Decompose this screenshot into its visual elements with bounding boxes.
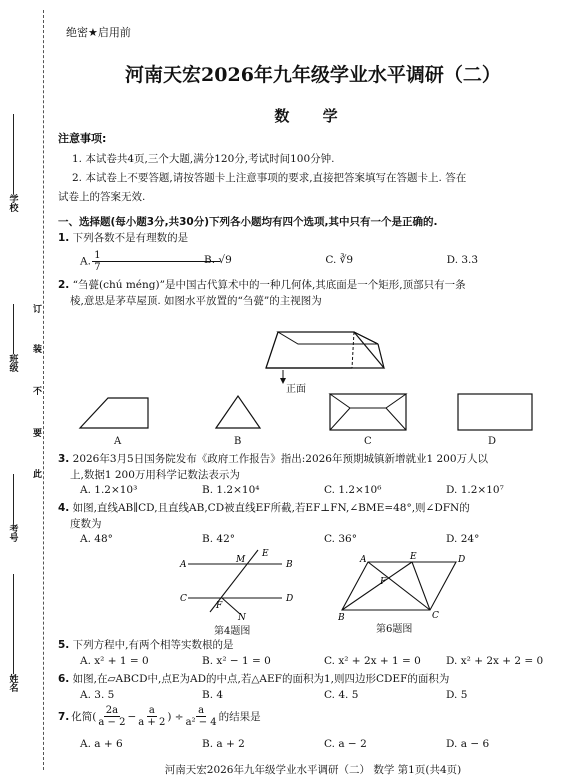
svg-text:E: E xyxy=(262,549,269,559)
seal-char: 装 xyxy=(33,340,42,357)
svg-text:F: F xyxy=(216,601,223,611)
minus-sign: − xyxy=(127,710,137,723)
option-b-caption: B xyxy=(234,436,242,447)
q1-options xyxy=(80,250,568,273)
question-number: 1. xyxy=(58,232,70,244)
option-d: D. 5 xyxy=(446,689,468,701)
option-b: B. √9 xyxy=(204,254,232,266)
binding-dashed-line xyxy=(43,10,44,770)
option-c-caption: C xyxy=(364,436,372,447)
option-a-label: A. xyxy=(80,255,91,268)
option-b: B. x² − 1 = 0 xyxy=(202,655,271,667)
option-a xyxy=(80,250,204,273)
fraction xyxy=(186,705,217,728)
name-label: 姓名 xyxy=(7,674,18,692)
q7-options xyxy=(80,738,568,750)
svg-text:E: E xyxy=(410,552,417,562)
q2-option-figures xyxy=(68,392,568,432)
name-underline xyxy=(13,574,14,674)
question-number: 4. xyxy=(58,502,70,514)
exam-no-field xyxy=(2,470,24,542)
question-text: 如图,在▱ABCD中,点E为AD的中点,若△AEF的面积为1,则四边形CDEF的面积为 xyxy=(72,673,450,685)
school-label: 学校 xyxy=(7,194,18,212)
svg-text:B: B xyxy=(338,613,345,620)
q4-options xyxy=(80,533,568,545)
question-text: 2026年3月5日国务院发布《政府工作报告》指出:2026年预期城镇新增就业1 200万人以 xyxy=(72,453,489,465)
option-a: A. 48° xyxy=(80,533,113,545)
option-d-figure xyxy=(458,394,532,430)
section-heading: 一、选择题(每小题3分,共30分)下列各小题均有四个选项,其中只有一个是正确的. xyxy=(58,216,438,228)
question-number: 3. xyxy=(58,453,70,465)
fraction xyxy=(94,250,218,273)
option-c: C. 4. 5 xyxy=(324,689,359,701)
svg-text:D: D xyxy=(286,594,294,604)
seal-char: 此 xyxy=(33,465,42,482)
exam-title: 河南天宏2026年九年级学业水平调研（二） xyxy=(125,64,501,86)
q7-suffix: 的结果是 xyxy=(218,710,261,723)
question-5 xyxy=(58,637,563,653)
seal-char: 要 xyxy=(33,424,42,441)
q3-options xyxy=(80,484,568,496)
svg-text:N: N xyxy=(238,613,246,620)
question-text: “刍甍(chú méng)”是中国古代算术中的一种几何体,其底面是一个矩形,顶部只有一条 xyxy=(72,279,466,291)
option-b-figure xyxy=(216,396,260,428)
front-label: 正面 xyxy=(286,384,306,395)
question-1 xyxy=(58,230,563,246)
svg-text:A: A xyxy=(180,560,187,570)
denominator: a − 2 xyxy=(98,717,126,728)
question-text-cont: 上,数据1 200万用科学记数法表示为 xyxy=(70,469,240,481)
seal-char: 不 xyxy=(33,382,42,399)
question-4 xyxy=(58,500,563,532)
option-c: C. a − 2 xyxy=(324,738,367,750)
question-3 xyxy=(58,451,563,483)
question-number: 7. xyxy=(58,710,70,723)
svg-text:A: A xyxy=(360,555,367,565)
option-c: C. ∛9 xyxy=(325,254,354,266)
denominator: a + 2 xyxy=(138,717,166,728)
figure-6 xyxy=(338,550,468,620)
question-text: 如图,直线AB∥CD,且直线AB,CD被直线EF所截,若EF⊥FN,∠BME=48°,则∠DFN的 xyxy=(72,502,470,514)
question-2 xyxy=(58,277,563,309)
page-footer: 河南天宏2026年九年级学业水平调研（二） 数学 第1页(共4页) xyxy=(164,764,462,776)
question-text: 下列各数不是有理数的是 xyxy=(72,232,189,244)
q6-options xyxy=(80,689,568,701)
divide-sign: ) ÷ xyxy=(167,710,184,723)
option-a: A. a + 6 xyxy=(80,738,123,750)
class-label: 班级 xyxy=(7,354,18,372)
option-d: D. a − 6 xyxy=(446,738,490,750)
notice-heading: 注意事项: xyxy=(58,132,107,145)
notice-item-2-cont: 试卷上的答案无效. xyxy=(58,191,146,203)
class-field xyxy=(2,300,24,372)
fraction xyxy=(138,705,165,728)
question-6 xyxy=(58,671,563,687)
seal-char: 订 xyxy=(33,300,42,317)
option-a: A. 3. 5 xyxy=(80,689,115,701)
numerator: a xyxy=(198,705,205,716)
question-text: 下列方程中,有两个相等实数根的是 xyxy=(72,639,234,651)
school-underline xyxy=(13,114,14,194)
q5-options xyxy=(80,655,568,667)
secret-mark: 绝密★启用前 xyxy=(66,26,131,39)
fraction xyxy=(98,705,125,728)
option-b: B. 1.2×10⁴ xyxy=(202,484,260,496)
school-field xyxy=(2,110,24,212)
binding-strip xyxy=(0,0,50,780)
notice-item-1: 1. 本试卷共4页,三个大题,满分120分,考试时间100分钟. xyxy=(72,153,335,165)
option-d: D. 1.2×10⁷ xyxy=(446,484,504,496)
numerator: 2a xyxy=(105,705,119,716)
figure-4 xyxy=(178,548,308,620)
notice-item-2: 2. 本试卷上不要答题,请按答题卡上注意事项的要求,直接把答案填写在答题卡上. 答在 xyxy=(72,172,467,184)
svg-text:B: B xyxy=(286,560,293,570)
svg-text:M: M xyxy=(236,555,246,565)
question-text-cont: 度数为 xyxy=(70,518,102,530)
question-text-cont: 棱,意思是茅草屋顶. 如图水平放置的“刍甍”的主视图为 xyxy=(70,295,322,307)
option-a-caption: A xyxy=(114,436,122,447)
option-b: B. a + 2 xyxy=(202,738,245,750)
question-number: 6. xyxy=(58,673,70,685)
question-7 xyxy=(58,705,563,728)
exam-no-underline xyxy=(13,474,14,524)
svg-text:F: F xyxy=(380,577,387,587)
q7-prefix: 化简( xyxy=(71,710,97,723)
option-c-figure xyxy=(330,394,406,430)
class-underline xyxy=(13,304,14,354)
subject-title: 数 学 xyxy=(274,107,352,125)
option-d-caption: D xyxy=(488,436,497,447)
denominator: 7 xyxy=(94,262,101,273)
option-c: C. 1.2×10⁶ xyxy=(324,484,382,496)
option-b: B. 4 xyxy=(202,689,224,701)
question-number: 2. xyxy=(58,279,70,291)
numerator: a xyxy=(148,705,155,716)
exam-page xyxy=(58,0,568,780)
option-d: D. 3.3̇ xyxy=(446,254,479,266)
option-a-figure xyxy=(80,398,148,428)
svg-text:C: C xyxy=(180,594,187,604)
chumeng-solid-figure xyxy=(258,310,398,390)
option-c: C. 36° xyxy=(324,533,357,545)
option-a: A. 1.2×10³ xyxy=(80,484,138,496)
question-number: 5. xyxy=(58,639,70,651)
option-b: B. 42° xyxy=(202,533,236,545)
option-a: A. x² + 1 = 0 xyxy=(80,655,149,667)
svg-text:C: C xyxy=(432,611,439,620)
name-field xyxy=(2,570,24,692)
option-d: D. 24° xyxy=(446,533,480,545)
figure-4-caption: 第4题图 xyxy=(214,626,251,637)
figure-6-caption: 第6题图 xyxy=(376,624,413,635)
option-c: C. x² + 2x + 1 = 0 xyxy=(324,655,421,667)
numerator: 1 xyxy=(92,250,220,262)
exam-no-label: 考号 xyxy=(7,524,18,542)
denominator: a² − 4 xyxy=(185,717,217,728)
svg-text:D: D xyxy=(458,555,466,565)
option-d: D. x² + 2x + 2 = 0 xyxy=(446,655,544,667)
